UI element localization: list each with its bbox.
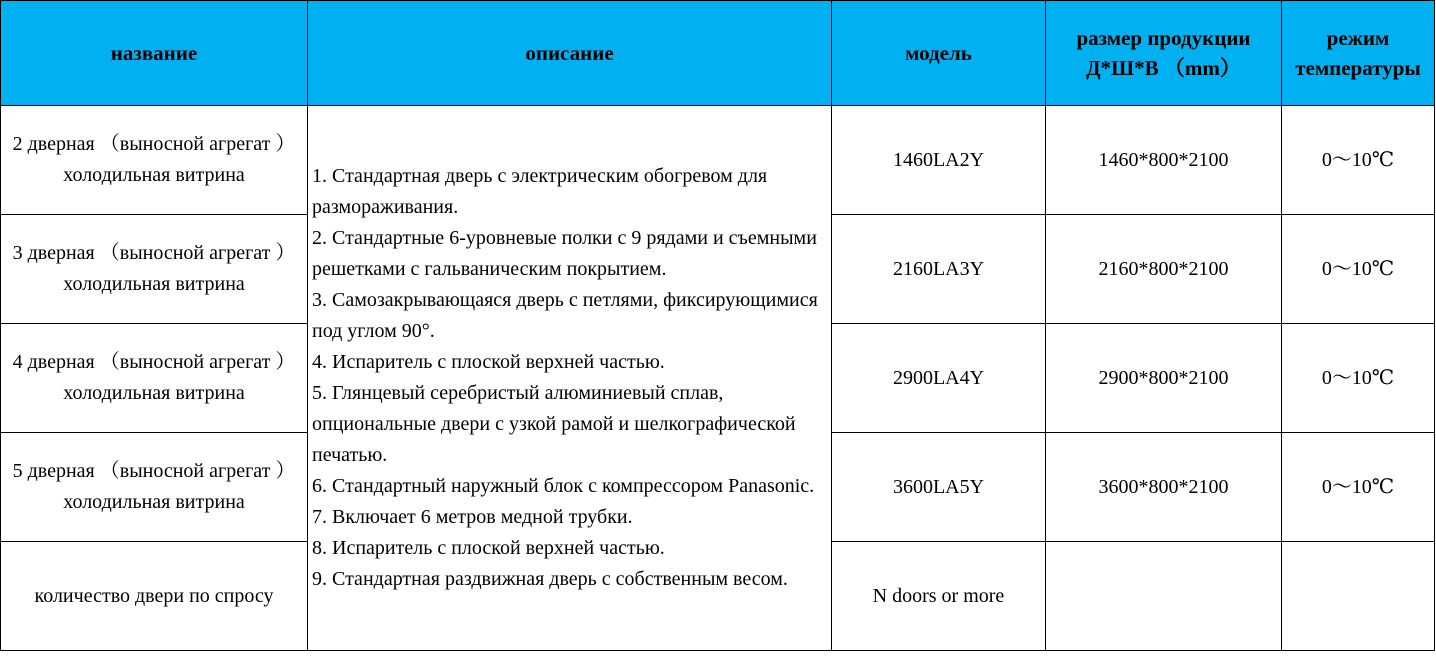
row-size: 3600*800*2100 xyxy=(1046,433,1282,542)
description-item: 3. Самозакрывающаяся дверь с петлями, фиксирующимися под углом 90°. xyxy=(312,289,818,342)
header-name: название xyxy=(1,1,308,106)
description-item: 5. Глянцевый серебристый алюминиевый сплав, опциональные двери с узкой рамой и шелкографической печатью. xyxy=(312,382,796,466)
row-name: 4 дверная （выносной агрегат ）холодильная витрина xyxy=(1,324,308,433)
row-size: 2900*800*2100 xyxy=(1046,324,1282,433)
description-cell xyxy=(308,106,832,651)
row-size: 2160*800*2100 xyxy=(1046,215,1282,324)
description-item: 7. Включает 6 метров медной трубки. xyxy=(312,506,633,528)
row-temperature: 0～10℃ xyxy=(1282,433,1435,542)
row-name: 3 дверная （выносной агрегат ）холодильная витрина xyxy=(1,215,308,324)
header-model: модель xyxy=(832,1,1046,106)
header-temperature: режим температуры xyxy=(1282,1,1435,106)
description-item: 6. Стандартный наружный блок с компрессором Panasonic. xyxy=(312,475,815,497)
row-name: 2 дверная （выносной агрегат ）холодильная витрина xyxy=(1,106,308,215)
header-size: размер продукции Д*Ш*В （mm） xyxy=(1046,1,1282,106)
row-temperature: 0～10℃ xyxy=(1282,106,1435,215)
row-size xyxy=(1046,542,1282,651)
table-row xyxy=(1,106,1435,215)
row-temperature xyxy=(1282,542,1435,651)
row-model: 2900LA4Y xyxy=(832,324,1046,433)
description-item: 4. Испаритель с плоской верхней частью. xyxy=(312,351,665,373)
description-item: 2. Стандартные 6-уровневые полки с 9 рядами и съемными решетками с гальваническим покрытием. xyxy=(312,227,817,280)
row-name: количество двери по спросу xyxy=(1,542,308,651)
row-temperature: 0～10℃ xyxy=(1282,324,1435,433)
header-row xyxy=(1,1,1435,106)
row-model: 2160LA3Y xyxy=(832,215,1046,324)
row-model: 3600LA5Y xyxy=(832,433,1046,542)
description-item: 8. Испаритель с плоской верхней частью. xyxy=(312,537,665,559)
row-model: N doors or more xyxy=(832,542,1046,651)
description-item: 9. Стандартная раздвижная дверь с собственным весом. xyxy=(312,568,788,590)
description-item: 1. Стандартная дверь с электрическим обогревом для размораживания. xyxy=(312,165,768,218)
row-size: 1460*800*2100 xyxy=(1046,106,1282,215)
row-temperature: 0～10℃ xyxy=(1282,215,1435,324)
row-name: 5 дверная （выносной агрегат ）холодильная витрина xyxy=(1,433,308,542)
header-description: описание xyxy=(308,1,832,106)
row-model: 1460LA2Y xyxy=(832,106,1046,215)
